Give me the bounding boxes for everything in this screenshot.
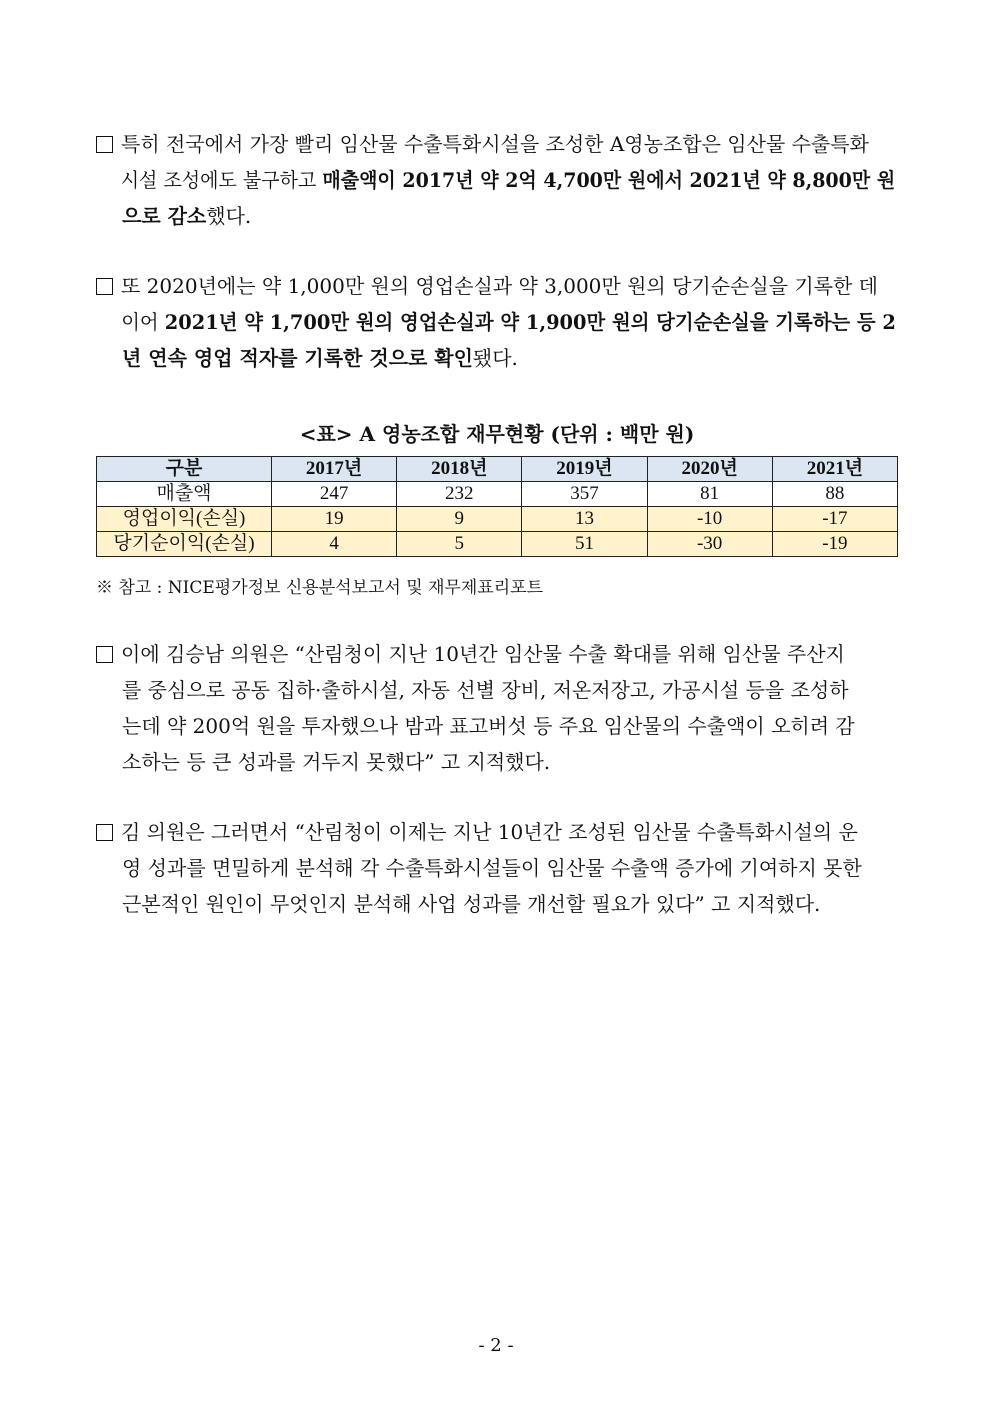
header-year: 2019년 [522,457,647,482]
header-year: 2017년 [272,457,397,482]
paragraph-line [96,708,896,744]
table-cell: -30 [647,532,772,557]
body-text: 또 2020년에는 약 1,000만 원의 영업손실과 약 3,000만 원의 당기순손실을 기록한 데 [121,274,878,298]
table-cell: 247 [272,482,397,507]
paragraph-1 [96,126,896,234]
paragraph-line [96,340,896,376]
table-cell: 4 [272,532,397,557]
paragraph-3 [96,636,896,780]
table-cell: -19 [772,532,897,557]
paragraph-line [96,850,896,886]
table-cell: 232 [397,482,522,507]
checkbox-bullet-icon [96,136,113,153]
body-text: 영 성과를 면밀하게 분석해 각 수출특화시설들이 임산물 수출액 증가에 기여하지 못한 [122,856,862,880]
paragraph-line [96,126,896,162]
table-cell: 5 [397,532,522,557]
body-text: 김 의원은 그러면서 “산림청이 이제는 지난 10년간 조성된 임산물 수출특화시설의 운 [121,820,858,844]
table-cell: 88 [772,482,897,507]
paragraph-2 [96,268,896,376]
table-source-note: ※ 참고 : NICE평가정보 신용분석보고서 및 재무제표리포트 [96,578,544,598]
table-cell: 51 [522,532,647,557]
body-text: 는데 약 200억 원을 투자했으나 밤과 표고버섯 등 주요 임산물의 수출액이 오히려 감 [122,714,855,738]
emphasized-text: 으로 감소 [122,204,207,228]
body-text: 소하는 등 큰 성과를 거두지 못했다” 고 지적했다. [122,750,551,774]
paragraph-line [96,162,896,198]
paragraph-line [96,672,896,708]
header-category: 구분 [97,457,272,482]
body-text: 이어 [121,310,165,334]
body-text: 를 중심으로 공동 집하·출하시설, 자동 선별 장비, 저온저장고, 가공시설 등을 조성하 [122,678,849,702]
checkbox-bullet-icon [96,278,113,295]
paragraph-line [96,268,896,304]
checkbox-bullet-icon [96,646,113,663]
table-cell: 9 [397,507,522,532]
table-row-net-income [97,532,898,557]
checkbox-bullet-icon [96,824,113,841]
body-text: 시설 조성에도 불구하고 [120,168,323,192]
header-year: 2021년 [772,457,897,482]
table-header-row [97,457,898,482]
financial-table [96,456,898,557]
table-cell: -17 [772,507,897,532]
paragraph-line [96,304,896,340]
header-year: 2020년 [647,457,772,482]
table-row-operating-income [97,507,898,532]
table-cell: -10 [647,507,772,532]
paragraph-line [96,636,896,672]
table-cell: 19 [272,507,397,532]
row-label: 영업이익(손실) [97,507,272,532]
paragraph-line [96,198,896,234]
emphasized-text: 2021년 약 1,700만 원의 영업손실과 약 1,900만 원의 당기순손실을 기록하는 등 2 [164,310,896,334]
body-text: 이에 김승남 의원은 “산림청이 지난 10년간 임산물 수출 확대를 위해 임산물 주산지 [121,642,845,666]
row-label: 당기순이익(손실) [97,532,272,557]
header-year: 2018년 [397,457,522,482]
body-text: 했다. [206,204,252,228]
table-row-revenue [97,482,898,507]
body-text: 됐다. [472,346,518,370]
table-cell: 13 [522,507,647,532]
table-caption: <표> A 영농조합 재무현황 (단위 : 백만 원) [299,422,695,446]
row-label: 매출액 [97,482,272,507]
emphasized-text: 년 연속 영업 적자를 기록한 것으로 확인 [122,346,473,370]
body-text: 특히 전국에서 가장 빨리 임산물 수출특화시설을 조성한 A영농조합은 임산물 수출특화 [121,132,869,156]
page-number: - 2 - [478,1335,514,1356]
paragraph-line [96,814,896,850]
paragraph-line [96,886,896,922]
paragraph-line [96,744,896,780]
emphasized-text: 매출액이 2017년 약 2억 4,700만 원에서 2021년 약 8,800만 원 [322,168,896,192]
table-cell: 357 [522,482,647,507]
table-cell: 81 [647,482,772,507]
body-text: 근본적인 원인이 무엇인지 분석해 사업 성과를 개선할 필요가 있다” 고 지적했다. [122,892,821,916]
paragraph-4 [96,814,896,922]
